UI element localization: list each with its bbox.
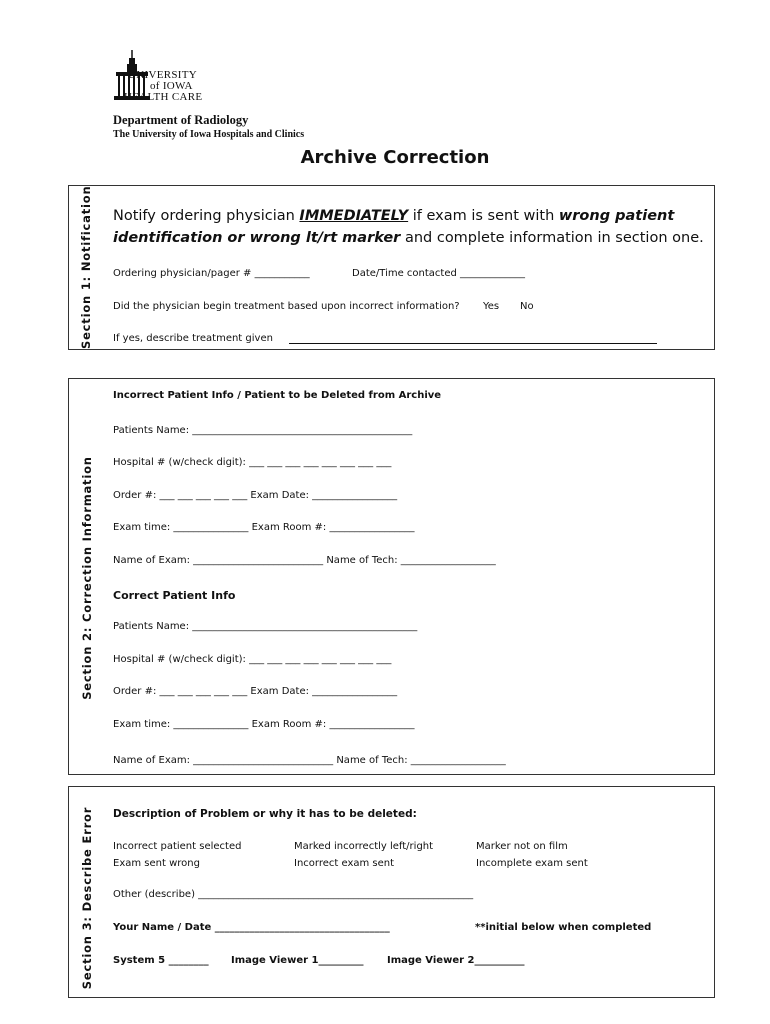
- section-2-box: [68, 378, 715, 775]
- section-2-label: Section 2: Correction Information: [80, 456, 94, 700]
- section-1-label: Section 1: Notification: [79, 185, 93, 349]
- option-marker-not-on-film[interactable]: Marker not on film: [476, 841, 568, 852]
- logo-line-2: of IOWA: [150, 80, 193, 92]
- notify-post: and complete information in section one.: [400, 230, 704, 246]
- university-logo: [112, 50, 222, 106]
- system5-field[interactable]: System 5 ________: [113, 955, 209, 966]
- option-marked-incorrectly[interactable]: Marked incorrectly left/right: [294, 841, 434, 852]
- notify-line-1: [113, 208, 674, 224]
- option-incorrect-exam-sent[interactable]: Incorrect exam sent: [294, 858, 395, 869]
- incorrect-patient-name-field[interactable]: Patients Name: ____________________________________________: [113, 425, 413, 436]
- notify-immediately: IMMEDIATELY: [299, 208, 409, 224]
- notify-line-2: [113, 230, 704, 246]
- initial-note: **initial below when completed: [475, 922, 652, 933]
- department-name: Department of Radiology: [113, 113, 249, 127]
- yes-option[interactable]: Yes: [483, 301, 500, 312]
- correct-exam-time-field[interactable]: Exam time: _______________ Exam Room #: _________________: [113, 719, 415, 730]
- incorrect-exam-name-field[interactable]: Name of Exam: __________________________ Name of Tech: ___________________: [113, 555, 496, 566]
- section-3-label: Section 3: Describe Error: [80, 806, 94, 990]
- correct-info-heading: Correct Patient Info: [113, 589, 236, 602]
- page-title: Archive Correction: [300, 147, 490, 168]
- incorrect-hospital-number-field[interactable]: Hospital # (w/check digit): ___ ___ ___ ___ ___ ___ ___ ___: [113, 457, 392, 468]
- describe-treatment-input[interactable]: [289, 333, 657, 344]
- treatment-question: Did the physician begin treatment based upon incorrect information?: [113, 301, 460, 312]
- describe-treatment-label: If yes, describe treatment given: [113, 333, 273, 344]
- logo-line-1: UNIVERSITY: [128, 69, 197, 81]
- image-viewer-1-field[interactable]: Image Viewer 1_________: [231, 955, 364, 966]
- other-describe-field[interactable]: Other (describe) _______________________________________________________: [113, 889, 474, 900]
- option-incomplete-exam[interactable]: Incomplete exam sent: [476, 858, 588, 869]
- hospital-name: The University of Iowa Hospitals and Clinics: [113, 129, 305, 140]
- notify-wrong-marker: identification or wrong lt/rt marker: [113, 230, 401, 246]
- logo-line-3: HEALTH CARE: [124, 91, 203, 103]
- incorrect-info-heading: Incorrect Patient Info / Patient to be Deleted from Archive: [113, 390, 442, 401]
- datetime-contacted-field[interactable]: Date/Time contacted _____________: [352, 268, 526, 279]
- your-name-date-field[interactable]: Your Name / Date ___________________________________: [113, 922, 390, 933]
- correct-order-field[interactable]: Order #: ___ ___ ___ ___ ___ Exam Date: _________________: [113, 686, 398, 697]
- notify-wrong-patient: wrong patient: [558, 208, 675, 224]
- no-option[interactable]: No: [520, 301, 534, 312]
- incorrect-exam-time-field[interactable]: Exam time: _______________ Exam Room #: _________________: [113, 522, 415, 533]
- notify-pre: Notify ordering physician: [113, 208, 300, 224]
- notify-mid: if exam is sent with: [408, 208, 559, 224]
- correct-hospital-number-field[interactable]: Hospital # (w/check digit): ___ ___ ___ ___ ___ ___ ___ ___: [113, 654, 392, 665]
- option-incorrect-patient[interactable]: Incorrect patient selected: [113, 841, 242, 852]
- ordering-physician-field[interactable]: Ordering physician/pager # ___________: [113, 268, 310, 279]
- incorrect-order-field[interactable]: Order #: ___ ___ ___ ___ ___ Exam Date: _________________: [113, 490, 398, 501]
- image-viewer-2-field[interactable]: Image Viewer 2__________: [387, 955, 525, 966]
- correct-exam-name-field[interactable]: Name of Exam: ____________________________ Name of Tech: ___________________: [113, 755, 506, 766]
- correct-patient-name-field[interactable]: Patients Name: _____________________________________________: [113, 621, 418, 632]
- option-exam-sent-wrong[interactable]: Exam sent wrong: [113, 858, 200, 869]
- problem-description-heading: Description of Problem or why it has to be deleted:: [113, 808, 417, 820]
